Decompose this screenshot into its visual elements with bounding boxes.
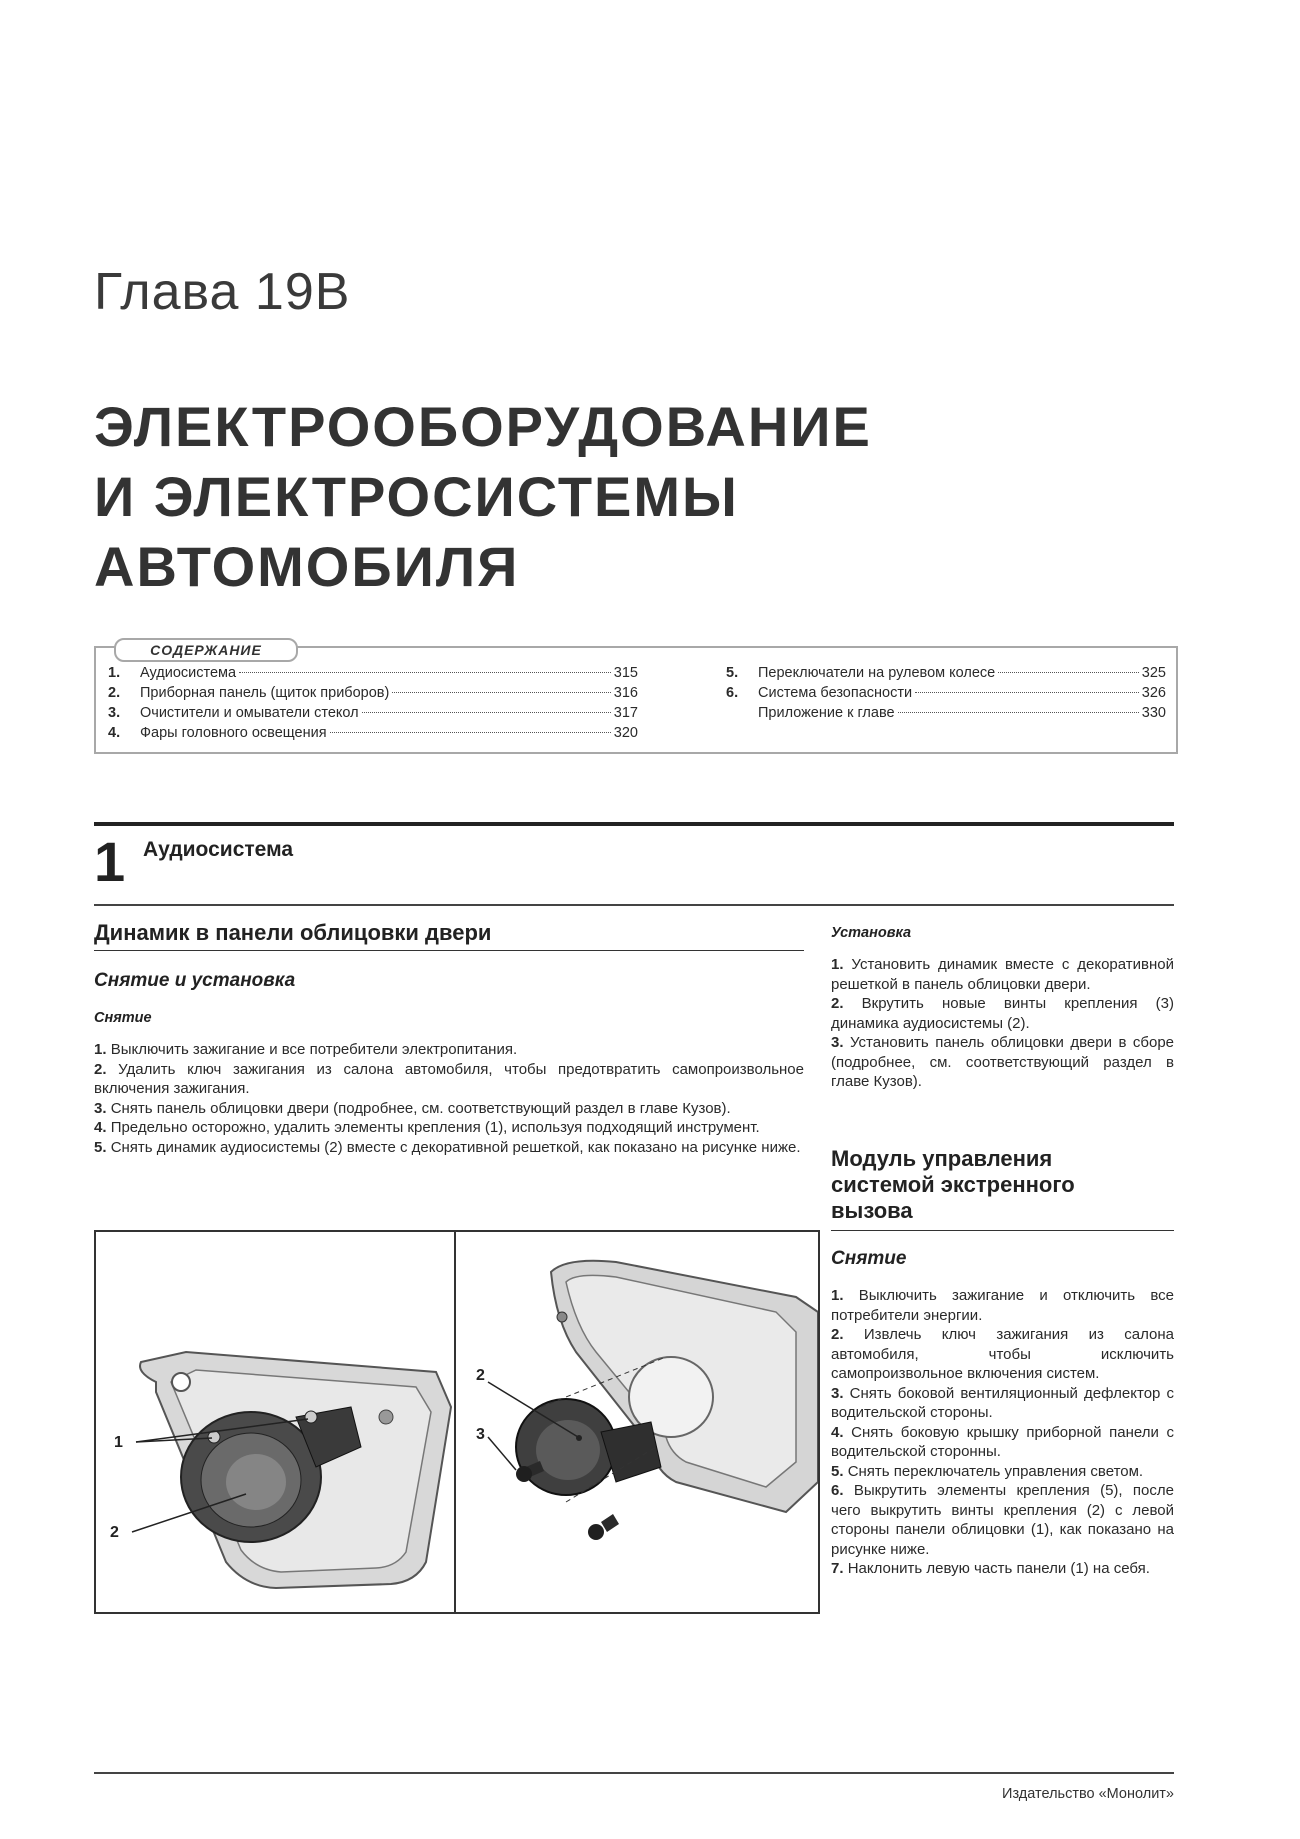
step (831, 955, 1174, 994)
step (831, 1384, 1174, 1423)
procedure-steps (94, 1040, 804, 1157)
step-number: 2. (94, 1060, 107, 1078)
toc-heading: СОДЕРЖАНИЕ (114, 638, 298, 662)
toc-page: 315 (613, 665, 638, 681)
step-text: Выключить зажигание и все потребители электропитания. (110, 1041, 518, 1058)
toc-page: 317 (613, 705, 638, 721)
title-line: ЭЛЕКТРООБОРУДОВАНИЕ (94, 395, 872, 458)
toc-label: Приборная панель (щиток приборов) (140, 685, 390, 701)
toc-entry[interactable] (108, 663, 638, 683)
step-text: Снять панель облицовки двери (подробнее, см. соответствующий раздел в главе Кузов). (110, 1099, 731, 1117)
toc-number: 3. (108, 705, 121, 721)
step-text: Выключить зажигание и отключить все потребители энергии. (831, 1287, 1174, 1324)
step-text: Снять динамик аудиосистемы (2) вместе с декоративной решеткой, как показано на рисунке ниже. (110, 1138, 801, 1156)
toc-leader (898, 712, 1139, 713)
toc-number: 4. (108, 725, 121, 741)
callout-2: 2 (110, 1524, 119, 1541)
toc-column-left (108, 663, 638, 743)
step-text: Снять боковую крышку приборной панели с водительской сторонны. (831, 1423, 1174, 1460)
module-heading-line: системой экстренного (831, 1172, 1075, 1197)
step-text: Предельно осторожно, удалить элементы крепления (1), используя подходящий инструмент. (110, 1119, 760, 1136)
step (94, 1060, 804, 1099)
heading-underline (94, 950, 804, 951)
toc-entry[interactable] (108, 683, 638, 703)
procedure-label: Установка (831, 925, 912, 941)
speaker-figure (94, 1230, 820, 1614)
toc-entry[interactable] (108, 703, 638, 723)
step-number: 1. (831, 1287, 844, 1304)
toc-label: Очистители и омыватели стекол (140, 705, 359, 721)
step-text: Снять переключатель управления светом. (847, 1462, 1144, 1480)
step-number: 7. (831, 1560, 844, 1577)
toc-leader (362, 712, 611, 713)
title-line: И ЭЛЕКТРОСИСТЕМЫ (94, 465, 739, 528)
section-number: 1 (94, 830, 126, 893)
section-subrule (94, 904, 1174, 906)
toc-entry[interactable] (726, 683, 1166, 703)
heading-underline (831, 1230, 1174, 1231)
section-title: Аудиосистема (143, 838, 294, 861)
toc-leader (239, 672, 611, 673)
toc-page: 326 (1141, 685, 1166, 701)
step-text: Снять боковой вентиляционный дефлектор с водительской стороны. (831, 1384, 1174, 1421)
step (94, 1099, 804, 1119)
step-number: 5. (831, 1462, 844, 1480)
step (831, 1559, 1174, 1579)
toc-column-right (726, 663, 1166, 723)
speaker-illustration (96, 1232, 818, 1612)
step-number: 4. (831, 1423, 844, 1441)
subsubsection-heading: Снятие и установка (94, 970, 296, 991)
step-text: Удалить ключ зажигания из салона автомобиля, чтобы предотвратить самопроизвольное включения зажигания. (94, 1060, 804, 1097)
callout-2-right: 2 (476, 1367, 485, 1384)
step-number: 2. (831, 1326, 844, 1343)
toc-label: Фары головного освещения (140, 725, 327, 741)
toc-page: 325 (1141, 665, 1166, 681)
step (831, 1462, 1174, 1482)
callout-3: 3 (476, 1426, 485, 1443)
module-heading (831, 1146, 1075, 1224)
procedure-label: Снятие (831, 1248, 907, 1269)
toc-number: 1. (108, 665, 121, 681)
step-number: 6. (831, 1482, 844, 1499)
step-text: Вкрутить новые винты крепления (3) динамика аудиосистемы (2). (831, 995, 1175, 1032)
step (831, 1325, 1174, 1384)
step-number: 3. (831, 1034, 844, 1051)
step (831, 1423, 1174, 1462)
step-number: 4. (94, 1119, 107, 1136)
toc-leader (998, 672, 1139, 673)
title-line: АВТОМОБИЛЯ (94, 535, 520, 598)
module-heading-line: вызова (831, 1198, 913, 1223)
toc-label: Аудиосистема (140, 665, 237, 681)
toc-entry[interactable] (726, 703, 1166, 723)
footer-rule (94, 1772, 1174, 1774)
step (831, 1481, 1174, 1559)
toc-leader (330, 732, 611, 733)
step (94, 1040, 804, 1060)
step-text: Установить динамик вместе с декоративной решеткой в панель облицовки двери. (831, 956, 1175, 993)
step-number: 5. (94, 1138, 107, 1156)
step-number: 3. (831, 1384, 844, 1402)
toc-number: 5. (726, 665, 739, 681)
toc-label: Приложение к главе (758, 705, 895, 721)
step-number: 3. (94, 1099, 107, 1117)
step-text: Установить панель облицовки двери в сборе (подробнее, см. соответствующий раздел в главе Кузов). (831, 1034, 1175, 1090)
section-rule (94, 822, 1174, 826)
step-text: Извлечь ключ зажигания из салона автомобиля, чтобы исключить самопроизвольное включения систем. (831, 1326, 1174, 1382)
toc-entry[interactable] (108, 723, 638, 743)
publisher-footer: Издательство «Монолит» (1002, 1786, 1174, 1802)
step-text: Выкрутить элементы крепления (5), после чего выкрутить винты крепления (2) с левой стороны панели облицовки (1), как показано на рисунке ниже. (831, 1482, 1174, 1558)
toc-page: 320 (613, 725, 638, 741)
toc-number: 6. (726, 685, 739, 701)
toc-page: 316 (613, 685, 638, 701)
install-steps (831, 955, 1174, 1092)
table-of-contents (94, 642, 1178, 754)
toc-leader (392, 692, 610, 693)
toc-label: Система безопасности (758, 685, 913, 701)
callout-1: 1 (114, 1434, 123, 1451)
toc-label: Переключатели на рулевом колесе (758, 665, 996, 681)
procedure-label: Снятие (94, 1010, 152, 1026)
chapter-title (94, 392, 872, 602)
step (831, 994, 1174, 1033)
removal-steps (831, 1286, 1174, 1579)
chapter-label: Глава 19В (94, 263, 351, 321)
step-number: 2. (831, 995, 844, 1012)
step-number: 1. (94, 1041, 107, 1058)
step-text: Наклонить левую часть панели (1) на себя. (847, 1560, 1150, 1577)
toc-page: 330 (1141, 705, 1166, 721)
module-heading-line: Модуль управления (831, 1146, 1053, 1171)
subsection-heading: Динамик в панели облицовки двери (94, 920, 492, 945)
step (831, 1033, 1174, 1092)
step (94, 1118, 804, 1138)
toc-leader (915, 692, 1139, 693)
step (831, 1286, 1174, 1325)
toc-entry[interactable] (726, 663, 1166, 683)
step-number: 1. (831, 956, 844, 973)
step (94, 1138, 804, 1158)
toc-number: 2. (108, 685, 121, 701)
